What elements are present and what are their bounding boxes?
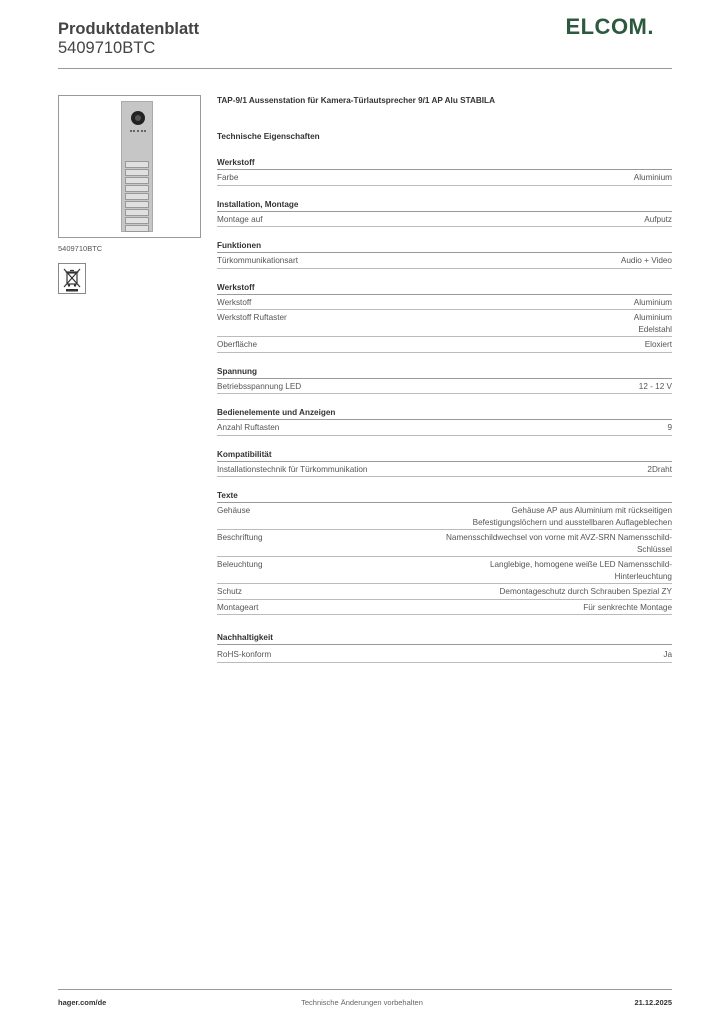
footer-divider xyxy=(58,989,672,990)
spec-row xyxy=(217,530,672,557)
weee-bin-icon xyxy=(58,263,86,294)
spec-label: Betriebsspannung LED xyxy=(217,381,302,391)
spec-label: Anzahl Ruftasten xyxy=(217,423,280,432)
spec-row xyxy=(217,379,672,395)
spec-value: Eloxiert xyxy=(644,340,672,349)
spec-section-funktionen xyxy=(217,240,672,269)
spec-label: Montageart xyxy=(217,602,259,612)
spec-value: Aufputz xyxy=(644,214,672,224)
spec-label: RoHS-konform xyxy=(217,650,272,659)
spec-label: Werkstoff Ruftaster xyxy=(217,313,287,322)
spec-value: Namensschildwechsel von vorne mit AVZ-SRN Namensschild- Schlüssel xyxy=(446,533,672,554)
tech-heading: Technische Eigenschaften xyxy=(217,132,320,141)
section-title: Spannung xyxy=(217,366,672,379)
spec-label: Farbe xyxy=(217,173,239,182)
spec-row xyxy=(217,295,672,311)
spec-content xyxy=(217,96,672,663)
spec-row xyxy=(217,647,672,663)
call-button-graphic xyxy=(125,169,149,176)
spec-section-werkstoff xyxy=(217,157,672,186)
call-button-graphic xyxy=(125,185,149,192)
spec-label: Schutz xyxy=(217,587,243,596)
spec-label: Türkommunikationsart xyxy=(217,256,298,265)
spec-value: Langlebige, homogene weiße LED Namensschild- Hinterleuchtung xyxy=(489,560,672,581)
spec-row xyxy=(217,310,672,337)
spec-value: 12 - 12 V xyxy=(638,381,672,391)
header-divider xyxy=(58,68,672,69)
spec-row xyxy=(217,503,672,530)
section-title: Werkstoff xyxy=(217,157,672,170)
spec-section-werkstoff-2 xyxy=(217,282,672,353)
spec-value: Aluminium Edelstahl xyxy=(633,313,672,334)
footer-date: 21.12.2025 xyxy=(634,998,672,1007)
article-number: 5409710BTC xyxy=(58,39,156,57)
spec-row xyxy=(217,420,672,436)
spec-row xyxy=(217,584,672,600)
spec-value: Gehäuse AP aus Aluminium mit rückseitigen Befestigungslöchern und ausstellbaren Auflageblechen xyxy=(472,506,672,527)
spec-label: Werkstoff xyxy=(217,297,252,307)
spec-row xyxy=(217,212,672,228)
camera-lens-icon xyxy=(131,111,145,125)
product-title: TAP-9/1 Aussenstation für Kamera-Türlautsprecher 9/1 AP Alu STABILA xyxy=(217,96,495,105)
call-button-graphic xyxy=(125,209,149,216)
call-button-graphic xyxy=(125,161,149,168)
spec-row xyxy=(217,462,672,478)
spec-section-spannung xyxy=(217,366,672,395)
spec-section-installation xyxy=(217,199,672,228)
product-image xyxy=(58,95,201,238)
section-title: Werkstoff xyxy=(217,282,672,295)
footer-website: hager.com/de xyxy=(58,998,107,1007)
elcom-logo: ELCOM. xyxy=(565,14,654,39)
section-title: Bedienelemente und Anzeigen xyxy=(217,407,672,420)
call-button-graphic xyxy=(125,193,149,200)
spec-row xyxy=(217,253,672,269)
call-button-graphic xyxy=(125,217,149,224)
door-station-panel xyxy=(121,101,153,232)
section-title: Funktionen xyxy=(217,240,672,253)
footer-disclaimer: Technische Änderungen vorbehalten xyxy=(301,998,423,1007)
spec-row xyxy=(217,337,672,353)
page-title: Produktdatenblatt xyxy=(58,20,200,38)
speaker-grille-icon xyxy=(130,130,146,138)
image-caption: 5409710BTC xyxy=(58,244,103,253)
section-title: Installation, Montage xyxy=(217,199,672,212)
spec-label: Montage auf xyxy=(217,214,263,224)
section-title: Nachhaltigkeit xyxy=(217,632,672,645)
spec-value: 2Draht xyxy=(647,464,672,474)
spec-section-kompatibilitaet xyxy=(217,449,672,478)
section-title: Texte xyxy=(217,490,672,503)
spec-section-nachhaltigkeit xyxy=(217,632,672,663)
spec-value: Aluminium xyxy=(633,173,672,182)
call-button-graphic xyxy=(125,201,149,208)
spec-label: Beleuchtung xyxy=(217,560,263,569)
spec-value: Aluminium xyxy=(633,297,672,307)
call-button-graphic xyxy=(125,177,149,184)
spec-value: Für senkrechte Montage xyxy=(583,602,672,612)
spec-label: Oberfläche xyxy=(217,340,258,349)
spec-label: Installationstechnik für Türkommunikation xyxy=(217,464,368,474)
spec-row xyxy=(217,557,672,584)
spec-label: Gehäuse xyxy=(217,506,251,515)
spec-row xyxy=(217,170,672,186)
spec-value: 9 xyxy=(667,423,672,432)
spec-value: Ja xyxy=(663,650,672,659)
section-title: Kompatibilität xyxy=(217,449,672,462)
spec-section-texte xyxy=(217,490,672,615)
spec-value: Audio + Video xyxy=(620,256,672,265)
call-button-graphic xyxy=(125,225,149,232)
spec-section-bedienelemente xyxy=(217,407,672,436)
spec-value: Demontageschutz durch Schrauben Spezial ZY xyxy=(499,587,672,596)
spec-label: Beschriftung xyxy=(217,533,263,542)
spec-row xyxy=(217,600,672,616)
